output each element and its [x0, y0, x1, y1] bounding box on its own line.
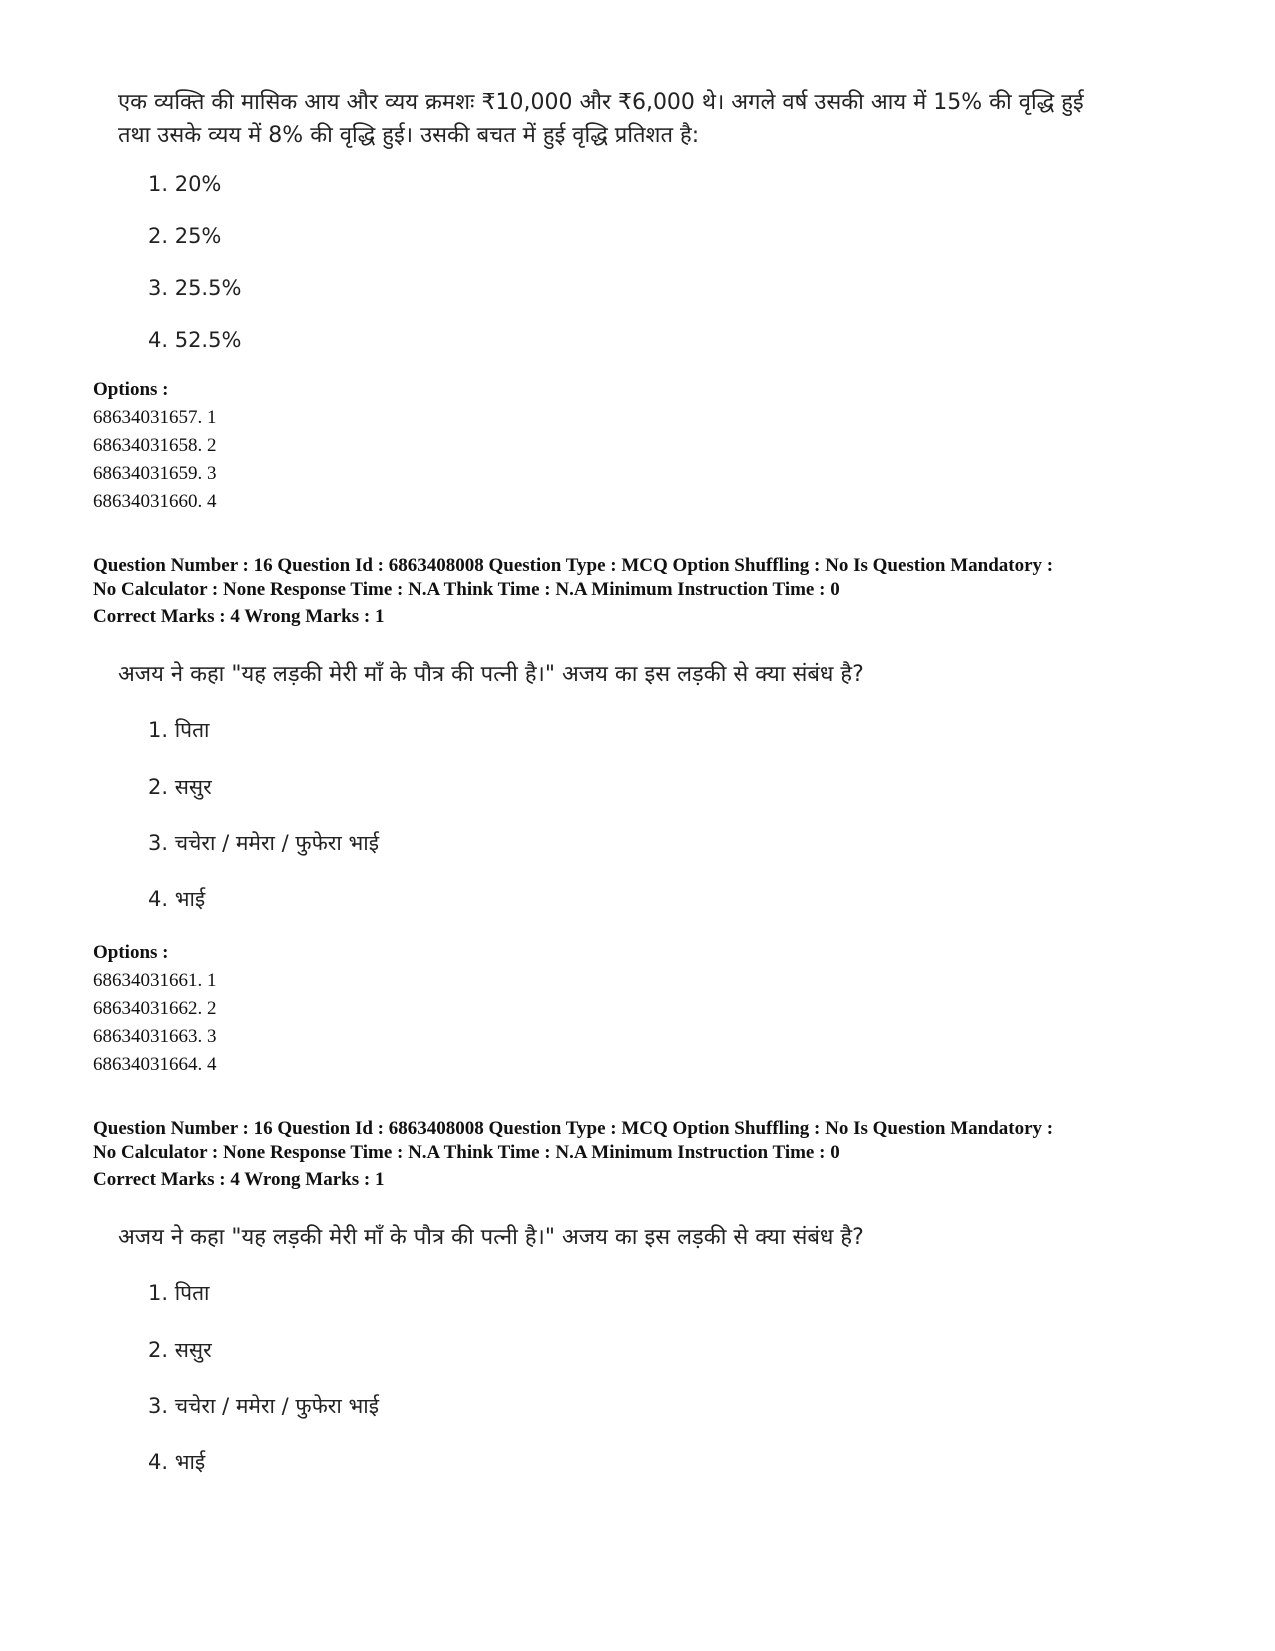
question-text-line: एक व्यक्ति की मासिक आय और व्यय क्रमशः ₹10,000 और ₹6,000 थे। अगले वर्ष उसकी आय में 15% की वृद्धि हुई — [118, 90, 1084, 115]
choice-item: 4. भाई — [148, 887, 206, 911]
question-meta-line: Question Number : 16 Question Id : 6863408008 Question Type : MCQ Option Shuffling : No Is Question Mandatory : — [93, 555, 1054, 576]
question-text — [118, 86, 1178, 152]
question-text: अजय ने कहा "यह लड़की मेरी माँ के पौत्र की पत्नी है।" अजय का इस लड़की से क्या संबंध है? — [118, 1225, 864, 1250]
question-meta — [93, 554, 1213, 602]
options-label: Options : — [93, 942, 169, 963]
question-meta-line: No Calculator : None Response Time : N.A Think Time : N.A Minimum Instruction Time : 0 — [93, 579, 840, 600]
choice-item: 2. 25% — [148, 224, 222, 248]
choice-item: 3. चचेरा / ममेरा / फुफेरा भाई — [148, 831, 380, 855]
options-label: Options : — [93, 379, 169, 400]
question-text-line: तथा उसके व्यय में 8% की वृद्धि हुई। उसकी बचत में हुई वृद्धि प्रतिशत है: — [118, 123, 700, 148]
option-id-line: 68634031660. 4 — [93, 491, 217, 512]
choice-item: 1. पिता — [148, 1281, 210, 1305]
option-id-line: 68634031664. 4 — [93, 1054, 217, 1075]
option-id-line: 68634031657. 1 — [93, 407, 217, 428]
choice-item: 2. ससुर — [148, 1338, 212, 1362]
choice-item: 4. 52.5% — [148, 328, 242, 352]
option-id-line: 68634031663. 3 — [93, 1026, 217, 1047]
option-id-line: 68634031659. 3 — [93, 463, 217, 484]
question-meta — [93, 1117, 1213, 1165]
question-meta-line: Question Number : 16 Question Id : 6863408008 Question Type : MCQ Option Shuffling : No Is Question Mandatory : — [93, 1118, 1054, 1139]
marks-line: Correct Marks : 4 Wrong Marks : 1 — [93, 606, 385, 627]
choice-item: 2. ससुर — [148, 775, 212, 799]
option-id-line: 68634031661. 1 — [93, 970, 217, 991]
question-meta-line: No Calculator : None Response Time : N.A Think Time : N.A Minimum Instruction Time : 0 — [93, 1142, 840, 1163]
choice-item: 3. 25.5% — [148, 276, 242, 300]
option-id-line: 68634031662. 2 — [93, 998, 217, 1019]
choice-item: 3. चचेरा / ममेरा / फुफेरा भाई — [148, 1394, 380, 1418]
marks-line: Correct Marks : 4 Wrong Marks : 1 — [93, 1169, 385, 1190]
choice-item: 1. 20% — [148, 172, 222, 196]
question-text: अजय ने कहा "यह लड़की मेरी माँ के पौत्र की पत्नी है।" अजय का इस लड़की से क्या संबंध है? — [118, 662, 864, 687]
option-id-line: 68634031658. 2 — [93, 435, 217, 456]
choice-item: 1. पिता — [148, 718, 210, 742]
choice-item: 4. भाई — [148, 1450, 206, 1474]
